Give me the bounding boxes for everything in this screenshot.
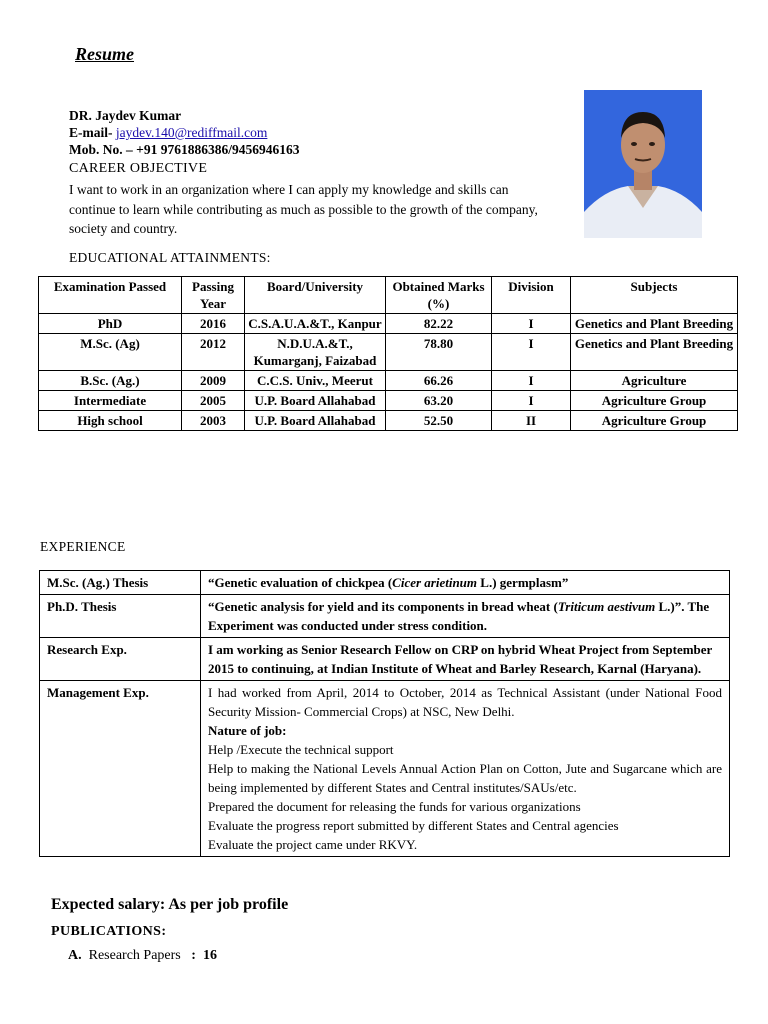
table-row [39, 391, 738, 411]
marks-cell: 82.22 [386, 314, 492, 334]
msc-thesis-text: “Genetic evaluation of chickpea ( [208, 575, 393, 590]
resume-title: Resume [75, 44, 135, 64]
table-row [39, 314, 738, 334]
board-cell: U.P. Board Allahabad [245, 391, 386, 411]
table-row [39, 371, 738, 391]
year-cell: 2005 [182, 391, 245, 411]
col-marks: Obtained Marks (%) [386, 277, 492, 314]
col-examination: Examination Passed [39, 277, 182, 314]
table-row [39, 334, 738, 371]
subjects-cell: Genetics and Plant Breeding [571, 314, 738, 334]
exam-cell: Intermediate [39, 391, 182, 411]
subjects-cell: Genetics and Plant Breeding [571, 334, 738, 371]
col-subjects: Subjects [571, 277, 738, 314]
education-table [38, 276, 738, 431]
board-cell: U.P. Board Allahabad [245, 411, 386, 431]
portrait-graphic [584, 90, 702, 238]
subjects-cell: Agriculture [571, 371, 738, 391]
msc-species-name: Cicer arietinum [392, 575, 478, 590]
management-exp-value [201, 681, 730, 857]
experience-heading: EXPERIENCE [40, 539, 126, 554]
duty-item: Help /Execute the technical support [208, 742, 394, 757]
phd-thesis-value [201, 595, 730, 638]
phd-thesis-label: Ph.D. Thesis [40, 595, 201, 638]
year-cell: 2003 [182, 411, 245, 431]
phd-species-name: Triticum aestivum [557, 599, 656, 614]
publication-label: Research Papers [88, 948, 181, 963]
mobile-number: Mob. No. – +91 9761886386/9456946163 [69, 142, 300, 157]
exam-cell: M.Sc. (Ag) [39, 334, 182, 371]
msc-thesis-value [201, 571, 730, 595]
publications-heading: PUBLICATIONS: [51, 924, 167, 939]
duty-item: Help to making the National Levels Annual Action Plan on Cotton, Jute and Sugarcane which are being implemented by different States and Central institutes/SAUs/etc. [208, 761, 722, 795]
experience-row-phd [40, 595, 730, 638]
board-cell: C.C.S. Univ., Meerut [245, 371, 386, 391]
division-cell: I [492, 371, 571, 391]
education-header-row [39, 277, 738, 314]
profile-photo [584, 90, 702, 238]
phd-thesis-text: “Genetic analysis for yield and its components in bread wheat ( [208, 599, 558, 614]
research-exp-value: I am working as Senior Research Fellow on CRP on hybrid Wheat Project from September 2015 to continuing, at Indian Institute of Wheat and Barley Research, Karnal (Haryana). [201, 638, 730, 681]
experience-row-msc [40, 571, 730, 595]
publication-marker: A. [68, 948, 82, 963]
year-cell: 2016 [182, 314, 245, 334]
board-cell: C.S.A.U.A.&T., Kanpur [245, 314, 386, 334]
management-intro: I had worked from April, 2014 to October, 2014 as Technical Assistant (under National Food Security Mission- Commercial Crops) at NSC, New Delhi. [208, 685, 722, 719]
col-board: Board/University [245, 277, 386, 314]
management-exp-label: Management Exp. [40, 681, 201, 857]
duty-item: Evaluate the project came under RKVY. [208, 837, 418, 852]
duty-item: Prepared the document for releasing the funds for various organizations [208, 799, 581, 814]
research-exp-label: Research Exp. [40, 638, 201, 681]
career-objective-text: I want to work in an organization where I can apply my knowledge and skills can continue to learn while contributing as much as possible to the growth of the company, society and country. [69, 182, 538, 236]
col-passing-year: Passing Year [182, 277, 245, 314]
division-cell: I [492, 314, 571, 334]
experience-row-management [40, 681, 730, 857]
career-objective-heading: CAREER OBJECTIVE [69, 161, 208, 176]
year-cell: 2012 [182, 334, 245, 371]
email-line [69, 124, 267, 141]
board-cell: N.D.U.A.&T., Kumarganj, Faizabad [245, 334, 386, 371]
msc-thesis-label: M.Sc. (Ag.) Thesis [40, 571, 201, 595]
nature-of-job-heading: Nature of job: [208, 723, 287, 738]
experience-table [39, 570, 730, 857]
marks-cell: 78.80 [386, 334, 492, 371]
msc-thesis-text-end: L.) germplasm” [477, 575, 569, 590]
col-division: Division [492, 277, 571, 314]
subjects-cell: Agriculture Group [571, 391, 738, 411]
marks-cell: 52.50 [386, 411, 492, 431]
email-link[interactable]: jaydev.140@rediffmail.com [115, 125, 268, 140]
table-row [39, 411, 738, 431]
experience-row-research [40, 638, 730, 681]
division-cell: I [492, 391, 571, 411]
exam-cell: High school [39, 411, 182, 431]
publication-separator: : [191, 948, 196, 963]
candidate-name: DR. Jaydev Kumar [69, 108, 182, 123]
phd-thesis-text-end: L.)”. The Experiment was conducted under stress condition. [208, 599, 710, 633]
email-label: E-mail- [69, 125, 116, 140]
subjects-cell: Agriculture Group [571, 411, 738, 431]
marks-cell: 63.20 [386, 391, 492, 411]
education-heading: EDUCATIONAL ATTAINMENTS: [69, 250, 271, 265]
exam-cell: B.Sc. (Ag.) [39, 371, 182, 391]
publication-item [68, 948, 217, 964]
exam-cell: PhD [39, 314, 182, 334]
expected-salary: Expected salary: As per job profile [51, 896, 289, 913]
duty-item: Evaluate the progress report submitted by different States and Central agencies [208, 818, 619, 833]
year-cell: 2009 [182, 371, 245, 391]
publication-count: 16 [202, 948, 217, 963]
division-cell: I [492, 334, 571, 371]
marks-cell: 66.26 [386, 371, 492, 391]
division-cell: II [492, 411, 571, 431]
